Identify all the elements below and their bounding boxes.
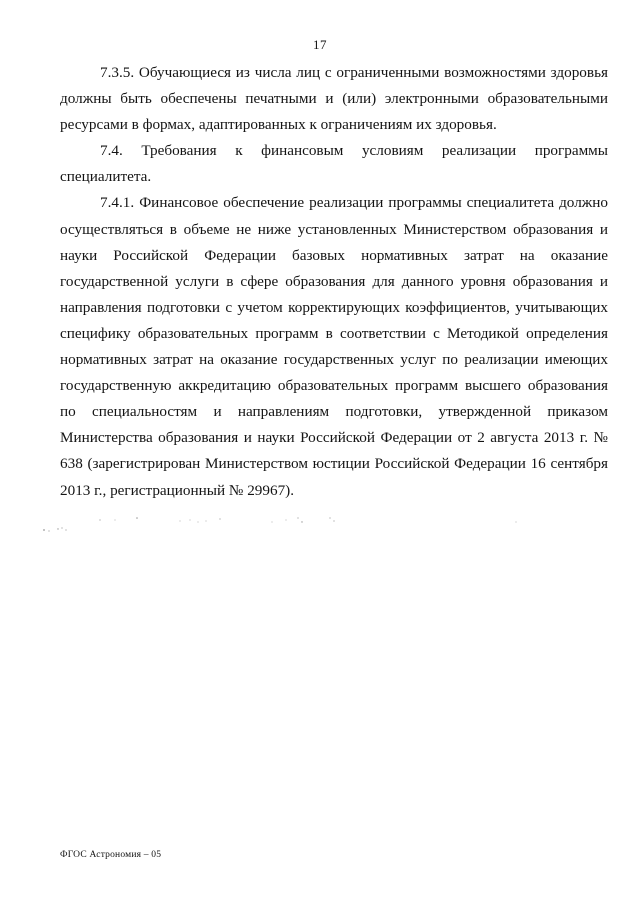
document-body bbox=[60, 60, 608, 504]
page-number: 17 bbox=[313, 37, 327, 52]
paragraph-7-3-5: 7.3.5. Обучающиеся из числа лиц с ограниченными возможностями здоровья должны быть обеспечены печатными и (или) электронными образовательными ресурсами в формах, адаптированных к ограничениям их здоровья. bbox=[60, 64, 608, 134]
scan-noise-marks bbox=[40, 512, 520, 536]
paragraph-7-4-1: 7.4.1. Финансовое обеспечение реализации программы специалитета должно осуществляться в объеме не ниже установленных Министерством образования и науки Российской Федерации базовых нормативных затрат на оказание государственной услуги в сфере образования для данного уровня образования и направления подготовки с учетом корректирующих коэффициентов, учитывающих специфику образовательных программ в соответствии с Методикой определения нормативных затрат на оказание государственных услуг по реализации имеющих государственную аккредитацию образовательных программ высшего образования по специальностям и направлениям подготовки, утвержденной приказом Министерства образования и науки Российской Федерации от 2 августа 2013 г. № 638 (зарегистрирован Министерством юстиции Российской Федерации 16 сентября 2013 г., регистрационный № 29967). bbox=[60, 194, 608, 499]
paragraph-7-4: 7.4. Требования к финансовым условиям реализации программы специалитета. bbox=[60, 142, 608, 186]
footer-document-code: ФГОС Астрономия – 05 bbox=[60, 850, 162, 860]
